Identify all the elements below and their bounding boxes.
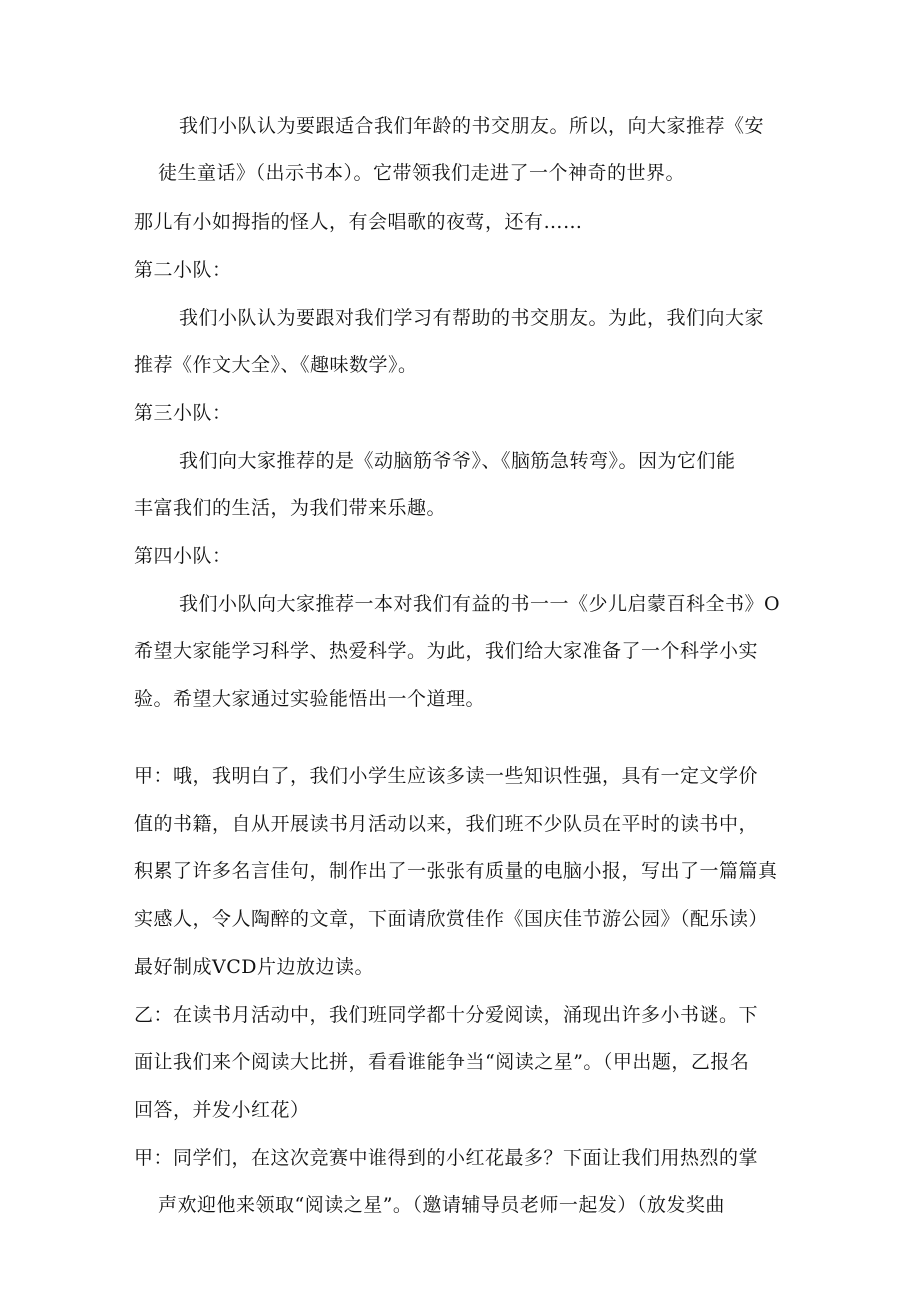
paragraph-line: 我们向大家推荐的是《动脑筋爷爷》、《脑筋急转弯》。因为它们能 xyxy=(179,450,736,472)
paragraph-line: 我们小队认为要跟适合我们年龄的书交朋友。所以，向大家推荐《安 xyxy=(179,115,765,137)
paragraph-line: 推荐《作文大全》、《趣味数学》。 xyxy=(134,354,418,376)
paragraph-line: 值的书籍，自从开展读书月活动以来，我们班不少队员在平时的读书中， xyxy=(134,813,759,835)
paragraph-line: 最好制成VCD片边放边读。 xyxy=(134,956,374,978)
paragraph-line: 那儿有小如拇指的怪人，有会唱歌的夜莺，还有…… xyxy=(134,211,583,233)
dialogue-line: 甲：哦，我明白了，我们小学生应该多读一些知识性强，具有一定文学价 xyxy=(134,765,759,787)
paragraph-line: 丰富我们的生活，为我们带来乐趣。 xyxy=(134,497,447,519)
paragraph-line: 希望大家能学习科学、热爱科学。为此，我们给大家准备了一个科学小实 xyxy=(134,640,759,662)
paragraph-line: 徒生童话》（出示书本）。它带领我们走进了一个神奇的世界。 xyxy=(158,162,686,184)
dialogue-line: 甲：同学们，在这次竞赛中谁得到的小红花最多？下面让我们用热烈的掌 xyxy=(134,1147,759,1169)
paragraph-line: 声欢迎他来领取“阅读之星”。（邀请辅导员老师一起发）（放发奖曲 xyxy=(158,1194,725,1216)
section-heading: 第四小队： xyxy=(134,545,232,567)
paragraph-line: 我们小队认为要跟对我们学习有帮助的书交朋友。为此，我们向大家 xyxy=(179,307,765,329)
paragraph-line: 验。希望大家通过实验能悟出一个道理。 xyxy=(134,688,486,710)
paragraph-line: 我们小队向大家推荐一本对我们有益的书一一《少儿启蒙百科全书》O xyxy=(179,593,781,615)
paragraph-line: 面让我们来个阅读大比拼，看看谁能争当“阅读之星”。（甲出题，乙报名 xyxy=(134,1051,750,1073)
section-heading: 第三小队： xyxy=(134,402,232,424)
paragraph-line: 回答，并发小红花） xyxy=(134,1099,310,1121)
section-heading: 第二小队： xyxy=(134,259,232,281)
dialogue-line: 乙：在读书月活动中，我们班同学都十分爱阅读，涌现出许多小书谜。下 xyxy=(134,1004,759,1026)
paragraph-line: 实感人，令人陶醉的文章，下面请欣赏佳作《国庆佳节游公园》（配乐读） xyxy=(134,908,769,930)
paragraph-line: 积累了许多名言佳句，制作出了一张张有质量的电脑小报，写出了一篇篇真 xyxy=(134,860,778,882)
